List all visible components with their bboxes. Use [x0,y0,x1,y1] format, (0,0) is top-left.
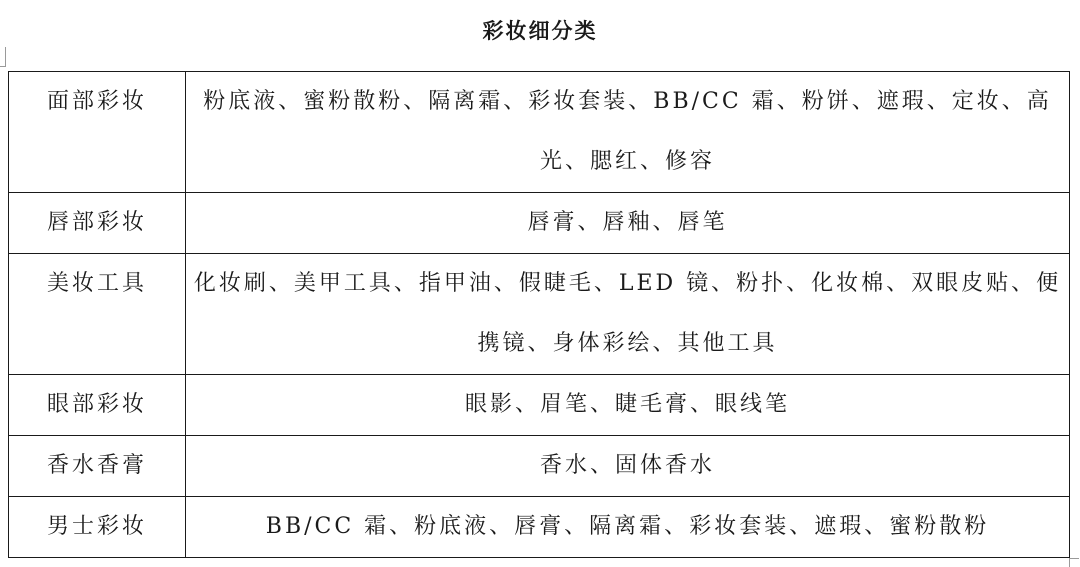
category-items-cell: 香水、固体香水 [186,436,1070,497]
margin-corner-mark [1069,558,1079,567]
table-row [9,72,1070,193]
category-items-cell: BB/CC 霜、粉底液、唇膏、隔离霜、彩妆套装、遮瑕、蜜粉散粉 [186,497,1070,558]
category-name-cell: 面部彩妆 [9,72,186,193]
category-items-cell: 眼影、眉笔、睫毛膏、眼线笔 [186,375,1070,436]
category-items-cell: 粉底液、蜜粉散粉、隔离霜、彩妆套装、BB/CC 霜、粉饼、遮瑕、定妆、高光、腮红、修容 [186,72,1070,193]
category-table [8,71,1070,558]
table-row [9,254,1070,375]
document-title: 彩妆细分类 [482,18,598,43]
category-name-cell: 美妆工具 [9,254,186,375]
table-row [9,193,1070,254]
category-name-cell: 香水香膏 [9,436,186,497]
category-name-cell: 眼部彩妆 [9,375,186,436]
table-row [9,375,1070,436]
category-name-cell: 唇部彩妆 [9,193,186,254]
category-items-cell: 化妆刷、美甲工具、指甲油、假睫毛、LED 镜、粉扑、化妆棉、双眼皮贴、便携镜、身体彩绘、其他工具 [186,254,1070,375]
table-row [9,497,1070,558]
table-row [9,436,1070,497]
margin-corner-mark [0,47,6,67]
category-name-cell: 男士彩妆 [9,497,186,558]
category-items-cell: 唇膏、唇釉、唇笔 [186,193,1070,254]
